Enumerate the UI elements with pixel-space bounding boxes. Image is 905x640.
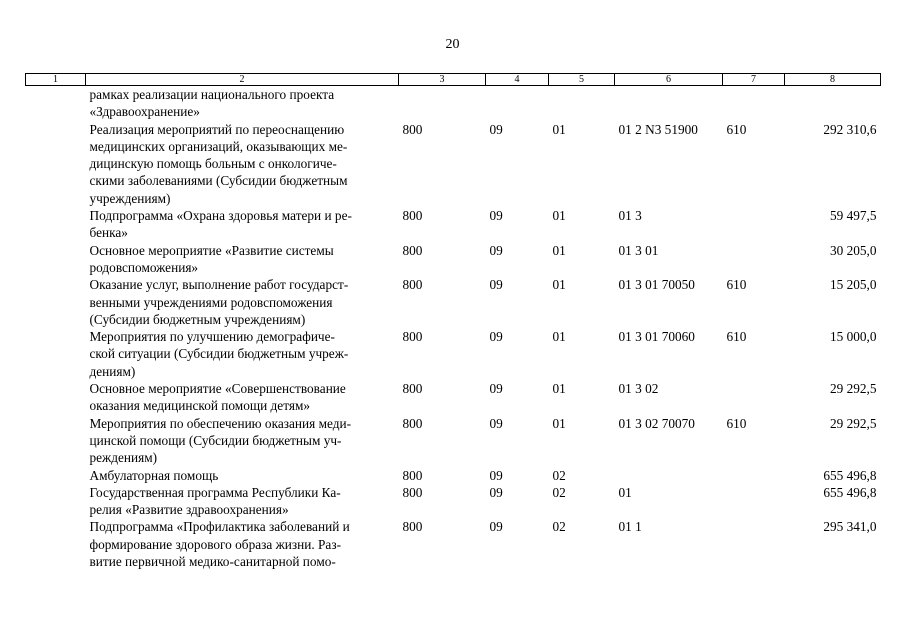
item-name-cell (86, 467, 399, 484)
header-col-7: 7 (723, 74, 785, 86)
header-col-8: 8 (785, 74, 881, 86)
item-name-line: медицинских организаций, оказывающих ме- (89, 138, 348, 154)
item-name-line: (Субсидии бюджетным учреждениям) (89, 311, 306, 327)
table-row (26, 415, 881, 467)
table-row (26, 484, 881, 519)
table-row (26, 242, 881, 277)
subsection-cell: 01 (552, 242, 566, 258)
expense-type-cell (723, 380, 785, 415)
expense-type-cell (723, 242, 785, 277)
admin-code-cell: 800 (402, 467, 423, 483)
target-article-cell: 01 (618, 484, 632, 500)
item-name-cell (86, 518, 399, 570)
table-row (26, 328, 881, 380)
amount-cell: 15 000,0 (829, 329, 877, 345)
item-name-line: дицинскую помощь больным с онкологиче- (89, 156, 337, 172)
item-name-line: Мероприятия по обеспечению оказания меди- (89, 415, 352, 431)
item-name-line: «Здравоохранение» (89, 104, 200, 120)
section-cell: 09 (489, 242, 503, 258)
item-name-line: Оказание услуг, выполнение работ государст- (89, 277, 349, 293)
item-name-cell (86, 207, 399, 242)
item-name-line: Мероприятия по улучшению демографиче- (89, 329, 335, 345)
section-cell: 09 (489, 329, 503, 345)
expense-type-cell: 610 (726, 329, 747, 345)
table-row (26, 467, 881, 484)
section-cell: 09 (489, 208, 503, 224)
row-number-cell (26, 121, 86, 207)
row-number-cell (26, 207, 86, 242)
target-article-cell: 01 2 N3 51900 (618, 121, 698, 137)
subsection-cell: 01 (552, 381, 566, 397)
subsection-cell: 01 (552, 277, 566, 293)
target-article-cell: 01 3 02 70070 (618, 415, 695, 431)
row-number-cell (26, 484, 86, 519)
row-number-cell (26, 242, 86, 277)
table-row (26, 380, 881, 415)
amount-cell: 29 292,5 (829, 415, 877, 431)
page-number: 20 (445, 37, 460, 52)
item-name-line: учреждениям) (89, 190, 171, 206)
item-name-line: Государственная программа Республики Ка- (89, 484, 341, 500)
item-name-cell (86, 121, 399, 207)
item-name-line: рамках реализации национального проекта (89, 87, 335, 102)
item-name-cell (86, 86, 399, 121)
item-name-line: Реализация мероприятий по переоснащению (89, 121, 345, 137)
table-row (26, 86, 881, 121)
admin-code-cell: 800 (402, 519, 423, 535)
amount-cell: 655 496,8 (823, 467, 877, 483)
admin-code-cell: 800 (402, 242, 423, 258)
item-name-line: скими заболеваниями (Субсидии бюджетным (89, 173, 348, 189)
amount-cell (785, 86, 881, 121)
subsection-cell: 02 (552, 484, 566, 500)
item-name-cell (86, 484, 399, 519)
item-name-cell (86, 415, 399, 467)
item-name-line: дениям) (89, 363, 136, 379)
item-name-cell (86, 328, 399, 380)
target-article-cell: 01 1 (618, 519, 642, 535)
row-number-cell (26, 415, 86, 467)
budget-table (25, 73, 881, 570)
item-name-cell (86, 242, 399, 277)
target-article-cell: 01 3 01 70050 (618, 277, 695, 293)
target-article-cell: 01 3 (618, 208, 642, 224)
subsection-cell: 01 (552, 415, 566, 431)
expense-type-cell: 610 (726, 277, 747, 293)
admin-code-cell: 800 (402, 329, 423, 345)
admin-code-cell: 800 (402, 484, 423, 500)
table-body (26, 86, 881, 571)
item-name-line: Подпрограмма «Профилактика заболеваний и (89, 519, 350, 535)
item-name-cell (86, 276, 399, 328)
item-name-line: реждениям) (89, 450, 158, 466)
admin-code-cell (399, 86, 486, 121)
expense-type-cell: 610 (726, 415, 747, 431)
amount-cell: 30 205,0 (829, 242, 877, 258)
item-name-line: цинской помощи (Субсидии бюджетным уч- (89, 432, 342, 448)
item-name-line: Основное мероприятие «Развитие системы (89, 242, 334, 258)
item-name-line: Амбулаторная помощь (89, 467, 219, 483)
amount-cell: 295 341,0 (823, 519, 877, 535)
section-cell: 09 (489, 519, 503, 535)
header-col-2: 2 (86, 74, 399, 86)
expense-type-cell (723, 86, 785, 121)
subsection-cell: 01 (552, 208, 566, 224)
row-number-cell (26, 518, 86, 570)
section-cell (486, 86, 549, 121)
item-name-cell (86, 380, 399, 415)
amount-cell: 292 310,6 (823, 121, 877, 137)
expense-type-cell (723, 207, 785, 242)
header-col-6: 6 (615, 74, 723, 86)
target-article-cell: 01 3 02 (618, 381, 659, 397)
item-name-line: ской ситуации (Субсидии бюджетным учреж- (89, 346, 349, 362)
item-name-line: витие первичной медико-санитарной помо- (89, 554, 336, 570)
section-cell: 09 (489, 277, 503, 293)
item-name-line: формирование здорового образа жизни. Раз- (89, 536, 342, 552)
target-article-cell: 01 3 01 (618, 242, 659, 258)
item-name-line: релия «Развитие здравоохранения» (89, 502, 289, 518)
item-name-line: родовспоможения» (89, 259, 199, 275)
table-row (26, 518, 881, 570)
header-col-5: 5 (549, 74, 615, 86)
section-cell: 09 (489, 484, 503, 500)
header-col-4: 4 (486, 74, 549, 86)
subsection-cell: 01 (552, 329, 566, 345)
subsection-cell: 02 (552, 519, 566, 535)
amount-cell: 29 292,5 (829, 381, 877, 397)
amount-cell: 15 205,0 (829, 277, 877, 293)
column-number-header-row (26, 74, 881, 86)
target-article-cell (615, 86, 723, 121)
item-name-line: венными учреждениями родовспоможения (89, 294, 333, 310)
table-row (26, 121, 881, 207)
admin-code-cell: 800 (402, 381, 423, 397)
target-article-cell: 01 3 01 70060 (618, 329, 695, 345)
target-article-cell (615, 467, 723, 484)
subsection-cell (549, 86, 615, 121)
table-row (26, 276, 881, 328)
item-name-line: оказания медицинской помощи детям» (89, 398, 311, 414)
amount-cell: 59 497,5 (829, 208, 877, 224)
item-name-line: Основное мероприятие «Совершенствование (89, 381, 346, 397)
expense-type-cell (723, 484, 785, 519)
table-row (26, 207, 881, 242)
admin-code-cell: 800 (402, 277, 423, 293)
expense-type-cell: 610 (726, 121, 747, 137)
item-name-line: Подпрограмма «Охрана здоровья матери и ре- (89, 208, 352, 224)
item-name-line: бенка» (89, 225, 128, 241)
row-number-cell (26, 86, 86, 121)
subsection-cell: 02 (552, 467, 566, 483)
header-col-1: 1 (26, 74, 86, 86)
admin-code-cell: 800 (402, 415, 423, 431)
section-cell: 09 (489, 467, 503, 483)
row-number-cell (26, 467, 86, 484)
row-number-cell (26, 380, 86, 415)
row-number-cell (26, 276, 86, 328)
amount-cell: 655 496,8 (823, 484, 877, 500)
expense-type-cell (723, 467, 785, 484)
admin-code-cell: 800 (402, 208, 423, 224)
expense-type-cell (723, 518, 785, 570)
admin-code-cell: 800 (402, 121, 423, 137)
row-number-cell (26, 328, 86, 380)
header-col-3: 3 (399, 74, 486, 86)
section-cell: 09 (489, 121, 503, 137)
section-cell: 09 (489, 381, 503, 397)
subsection-cell: 01 (552, 121, 566, 137)
section-cell: 09 (489, 415, 503, 431)
